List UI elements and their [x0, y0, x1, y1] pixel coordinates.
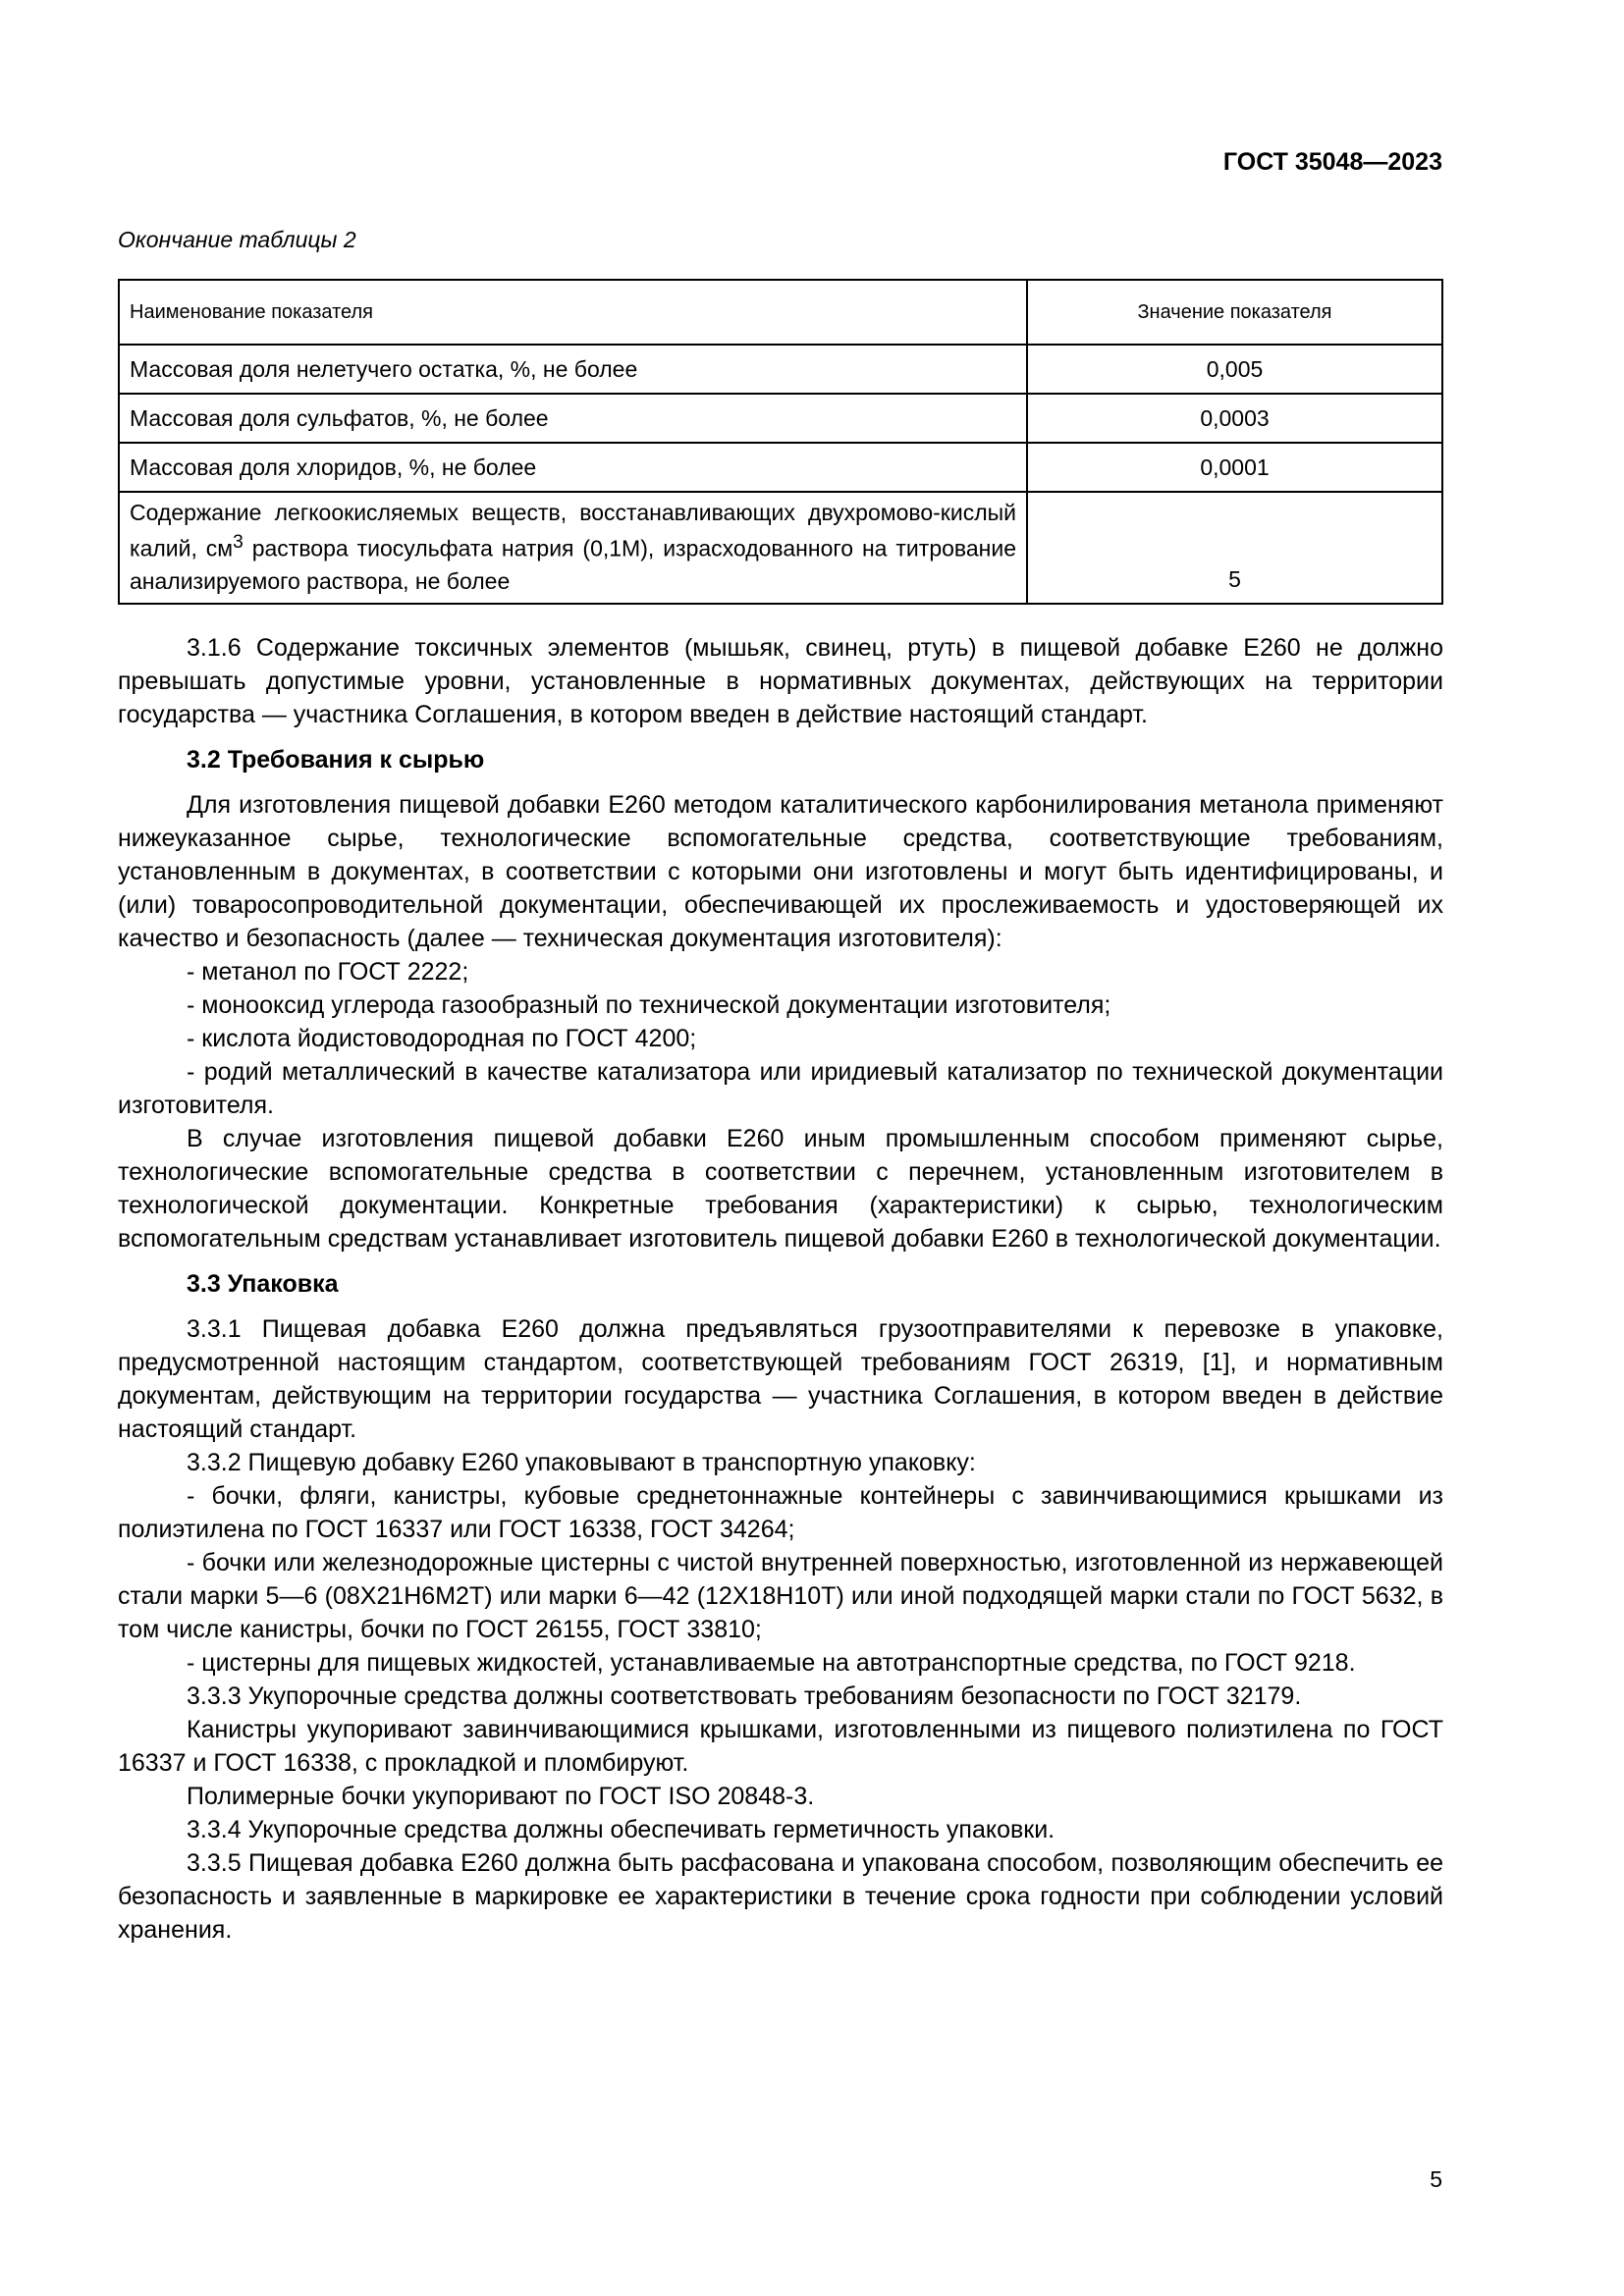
- list-item: - родий металлический в качестве катализатора или иридиевый катализатор по технической документации изготовителя.: [118, 1058, 1443, 1119]
- section-heading-3-3: 3.3 Упаковка: [187, 1270, 339, 1298]
- table-row: [119, 443, 1442, 492]
- paragraph-3-1-6: 3.1.6 Содержание токсичных элементов (мышьяк, свинец, ртуть) в пищевой добавке Е260 не должно превышать допустимые уровни, установленные в нормативных документах, действующих на территории государства — участника Соглашения, в котором введен в действие настоящий стандарт.: [118, 634, 1443, 728]
- indicator-name: [119, 492, 1027, 604]
- table-caption: Окончание таблицы 2: [118, 227, 356, 252]
- indicator-name: Массовая доля нелетучего остатка, %, не более: [119, 345, 1027, 394]
- indicator-value: 0,0001: [1027, 443, 1442, 492]
- document-body: [118, 631, 1443, 1947]
- packaging-list: [118, 1479, 1443, 1680]
- indicator-name-part2: раствора тиосульфата натрия (0,1М), израсходованного на титрование анализируемого раствора, не более: [130, 536, 1016, 595]
- indicators-table: [118, 279, 1443, 605]
- page-number: 5: [1430, 2166, 1442, 2192]
- indicator-name-part1: Содержание легкоокисляемых веществ, восстанавливающих двухромово-кислый калий, см: [130, 500, 1016, 561]
- indicator-value: 0,005: [1027, 345, 1442, 394]
- paragraph-3-3-1: 3.3.1 Пищевая добавка Е260 должна предъявляться грузоотправителями к перевозке в упаковке, предусмотренной настоящим стандартом, соответствующей требованиям ГОСТ 26319, [1], и нормативным документам, действующим на территории государства — участника Соглашения, в котором введен в действие настоящий стандарт.: [118, 1315, 1443, 1443]
- table-row: [119, 492, 1442, 604]
- paragraph-3-3-5: 3.3.5 Пищевая добавка Е260 должна быть расфасована и упакована способом, позволяющим обеспечить ее безопасность и заявленные в маркировке ее характеристики в течение срока годности при соблюдении условий хранения.: [118, 1849, 1443, 1944]
- list-item: - монооксид углерода газообразный по технической документации изготовителя;: [187, 991, 1111, 1019]
- paragraph-3-3-3-canisters: Канистры укупоривают завинчивающимися крышками, изготовленными из пищевого полиэтилена по ГОСТ 16337 и ГОСТ 16338, с прокладкой и пломбируют.: [118, 1716, 1443, 1777]
- column-header-name: Наименование показателя: [119, 280, 1027, 345]
- document-code: ГОСТ 35048—2023: [1222, 148, 1442, 176]
- column-header-value: Значение показателя: [1027, 280, 1442, 345]
- indicator-name: Массовая доля сульфатов, %, не более: [119, 394, 1027, 443]
- indicator-name: Массовая доля хлоридов, %, не более: [119, 443, 1027, 492]
- list-item: - кислота йодистоводородная по ГОСТ 4200;: [187, 1025, 697, 1052]
- table-row: [119, 394, 1442, 443]
- raw-materials-list: [118, 955, 1443, 1122]
- list-item: - цистерны для пищевых жидкостей, устанавливаемые на автотранспортные средства, по ГОСТ 9218.: [187, 1649, 1356, 1677]
- indicator-value: 0,0003: [1027, 394, 1442, 443]
- paragraph-3-2-other: В случае изготовления пищевой добавки Е260 иным промышленным способом применяют сырье, технологические вспомогательные средства в соответствии с перечнем, установленным изготовителем в технологической документации. Конкретные требования (характеристики) к сырью, технологическим вспомогательным средствам устанавливает изготовитель пищевой добавки Е260 в технологической документации.: [118, 1125, 1443, 1253]
- table-header-row: [119, 280, 1442, 345]
- list-item: - метанол по ГОСТ 2222;: [187, 958, 469, 986]
- list-item: - бочки, фляги, канистры, кубовые среднетоннажные контейнеры с завинчивающимися крышками из полиэтилена по ГОСТ 16337 или ГОСТ 16338, ГОСТ 34264;: [118, 1482, 1443, 1543]
- paragraph-3-3-3: 3.3.3 Укупорочные средства должны соответствовать требованиям безопасности по ГОСТ 32179.: [187, 1682, 1302, 1710]
- section-heading-3-2: 3.2 Требования к сырью: [187, 746, 485, 774]
- list-item: - бочки или железнодорожные цистерны с чистой внутренней поверхностью, изготовленной из нержавеющей стали марки 5—6 (08Х21Н6М2Т) или марки 6—42 (12Х18Н10Т) или иной подходящей марки стали по ГОСТ 5632, в том числе канистры, бочки по ГОСТ 26155, ГОСТ 33810;: [118, 1549, 1443, 1643]
- superscript: 3: [233, 532, 244, 554]
- paragraph-3-3-3-barrels: Полимерные бочки укупоривают по ГОСТ ISO 20848-3.: [187, 1783, 815, 1810]
- paragraph-3-3-4: 3.3.4 Укупорочные средства должны обеспечивать герметичность упаковки.: [187, 1816, 1056, 1843]
- paragraph-3-2-intro: Для изготовления пищевой добавки Е260 методом каталитического карбонилирования метанола применяют нижеуказанное сырье, технологические вспомогательные средства, соответствующие требованиям, установленным в документах, в соответствии с которыми они изготовлены и могут быть идентифицированы, и (или) товаросопроводительной документации, обеспечивающей их прослеживаемость и удостоверяющей их качество и безопасность (далее — техническая документация изготовителя):: [118, 791, 1443, 952]
- indicator-value: 5: [1027, 492, 1442, 604]
- paragraph-3-3-2: 3.3.2 Пищевую добавку Е260 упаковывают в транспортную упаковку:: [187, 1449, 976, 1476]
- table-row: [119, 345, 1442, 394]
